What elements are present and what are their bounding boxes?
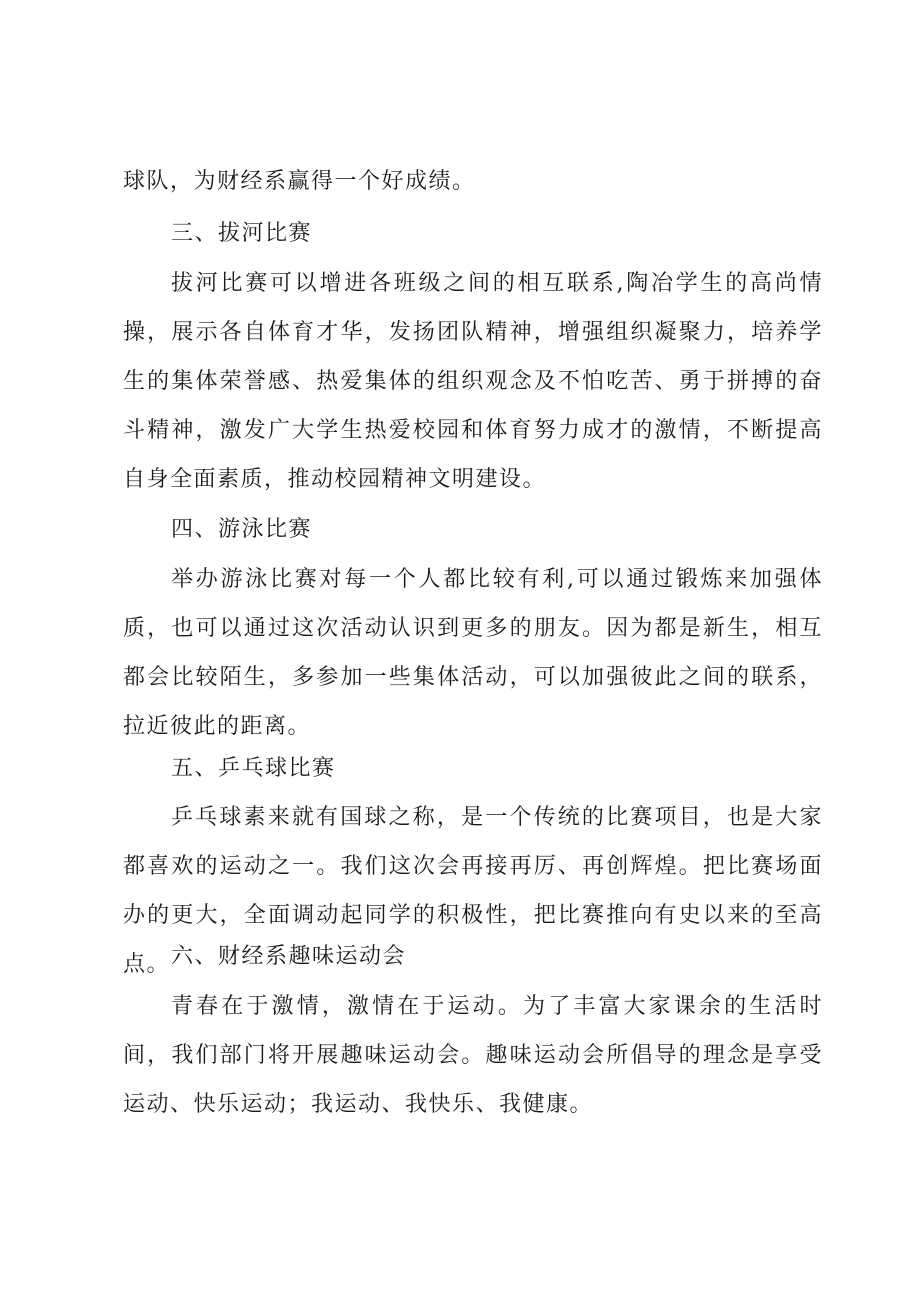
section-body-fun-games: 青春在于激情，激情在于运动。为了丰富大家课余的生活时间，我们部门将开展趣味运动会。趣味运动会所倡导的理念是享受运动、快乐运动；我运动、我快乐、我健康。 — [123, 994, 823, 1117]
section-heading-table-tennis: 五、乒乓球比赛 — [171, 756, 336, 781]
section-body-table-tennis: 乒乓球素来就有国球之称，是一个传统的比赛项目，也是大家都喜欢的运动之一。我们这次会再接再厉、再创辉煌。把比赛场面办的更大，全面调动起同学的积极性，把比赛推向有史以来的至高点。 — [123, 805, 823, 977]
section-heading-tug-of-war: 三、拔河比赛 — [171, 221, 313, 246]
section-body-swimming: 举办游泳比赛对每一个人都比较有利,可以通过锻炼来加强体质，也可以通过这次活动认识到更多的朋友。因为都是新生，相互都会比较陌生，多参加一些集体活动，可以加强彼此之间的联系，拉近彼此的距离。 — [123, 567, 823, 739]
section-heading-fun-games: 六、财经系趣味运动会 — [171, 944, 407, 969]
continuation-paragraph: 球队，为财经系赢得一个好成绩。 — [123, 169, 476, 194]
section-heading-swimming: 四、游泳比赛 — [171, 517, 313, 542]
section-body-tug-of-war: 拔河比赛可以增进各班级之间的相互联系,陶冶学生的高尚情操，展示各自体育才华，发扬团队精神，增强组织凝聚力，培养学生的集体荣誉感、热爱集体的组织观念及不怕吃苦、勇于拼搏的奋斗精神，激发广大学生热爱校园和体育努力成才的激情，不断提高自身全面素质，推动校园精神文明建设。 — [123, 271, 823, 492]
